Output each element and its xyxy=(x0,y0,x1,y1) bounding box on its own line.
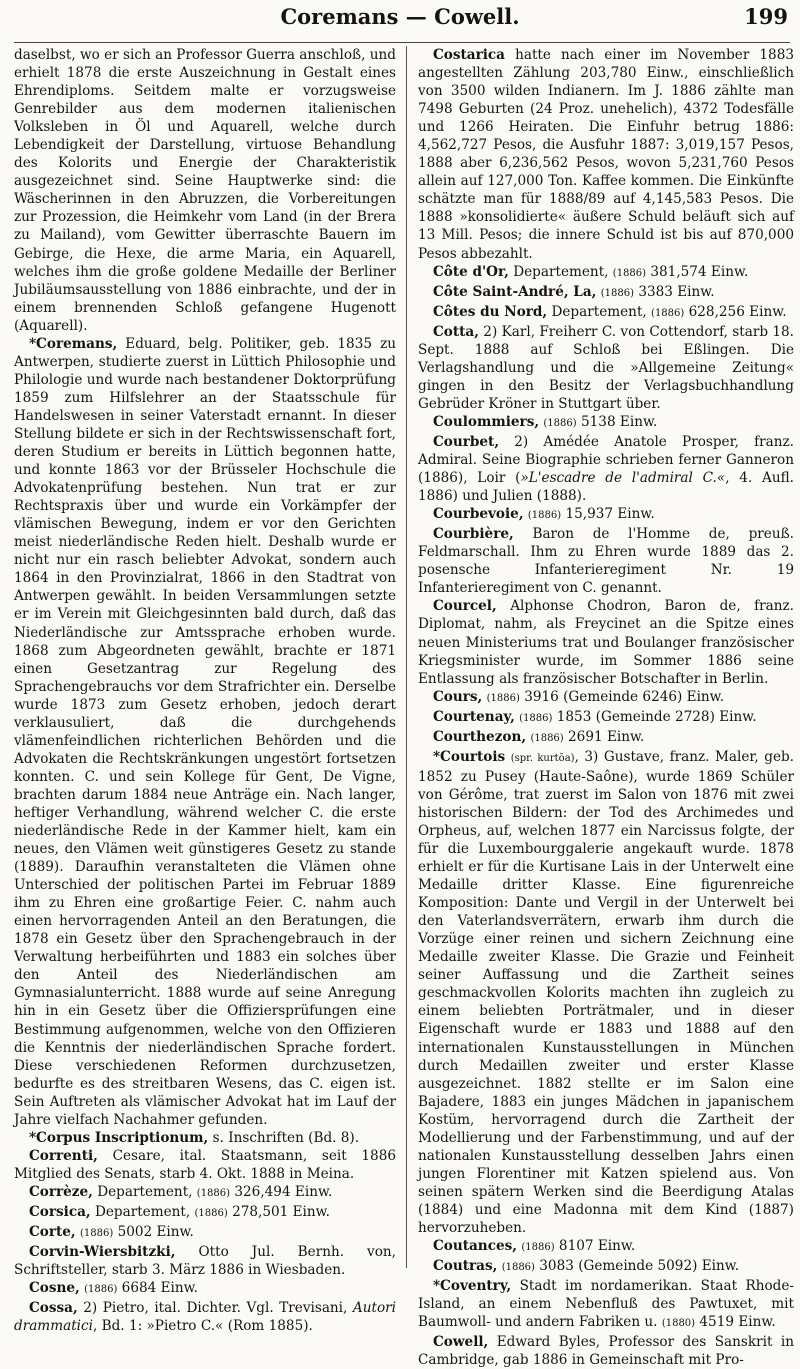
entry-cotes-du-nord: Côtes du Nord, Departement, (1886) 628,256 Einw. xyxy=(432,303,787,320)
entry-cotta: Cotta, 2) Karl, Freiherr C. von Cottendorf, starb 18. Sept. 1888 auf Schloß bei Eßlingen. Die Verlagshandlung und die »Allgemeine Zeitung« gingen in den Besitz der Verlagsbuchhandlung Gebrüder Kröner in Stuttgart über. xyxy=(418,323,794,412)
entry-headword: Courbevoie, xyxy=(432,506,524,523)
entry-corpus-inscriptionum: *Corpus Inscriptionum, s. Inschriften (Bd. 8). xyxy=(28,1129,360,1146)
entry-courtenay: Courtenay, (1886) 1853 (Gemeinde 2728) Einw. xyxy=(432,708,757,725)
entry-coutances: Coutances, (1886) 8107 Einw. xyxy=(432,1238,636,1255)
entry-headword: Côte d'Or, xyxy=(432,263,509,280)
entry-headword: Corte, xyxy=(28,1224,76,1241)
left-column xyxy=(14,46,396,1335)
entry-headword: Côte Saint-André, La, xyxy=(432,283,597,300)
entry-headword: Corsica, xyxy=(28,1204,91,1220)
entry-cours: Cours, (1886) 3916 (Gemeinde 6246) Einw. xyxy=(432,688,725,705)
entry-courcel: Courcel, Alphonse Chodron, Baron de, franz. Diplomat, nahm, als Freycinet an die Spitze eines neuen Ministeriums trat und Boulanger französischer Kriegsminister wurde, im Sommer 1886 seine Entlassung als französischer Botschafter in Berlin. xyxy=(418,598,794,687)
entry-headword: *Courtois xyxy=(432,748,506,765)
entry-headword: Corvin-Wiersbitzki, xyxy=(28,1244,176,1261)
entry-corte: Corte, (1886) 5002 Einw. xyxy=(28,1224,194,1241)
entry-headword: Correnti, xyxy=(28,1147,98,1164)
entry-correze: Corrèze, Departement, (1886) 326,494 Einw. xyxy=(28,1183,333,1200)
entry-costarica: Costarica hatte nach einer im November 1883 angestellten Zählung 203,780 Einw., einschließlich von 3500 wilden Indianern. Im J. 1886 zählte man 7498 Geburten (24 Proz. unehelich), 4372 Todesfälle und 1266 Heiraten. Die Einfuhr betrug 1886: 4,562,727 Pesos, die Ausfuhr 1887: 3,019,157 Pesos, 1888 aber 6,236,562 Pesos, wovon 5,231,760 Pesos allein auf 127,000 Ton. Kaffee kommen. Die Einkünfte schätzte man für 1888/89 auf 4,145,583 Pesos. Die 1888 »konsolidierte« äußere Schuld beläuft sich auf 13 Mill. Pesos; die innere Schuld ist bis auf 870,000 Pesos abbezahlt. xyxy=(418,47,794,262)
entry-coulommiers: Coulommiers, (1886) 5138 Einw. xyxy=(432,413,658,430)
entry-correnti: Correnti, Cesare, ital. Staatsmann, seit 1886 Mitglied des Senats, starb 4. Okt. 1888 in Meina. xyxy=(14,1147,396,1182)
entry-headword: *Coventry, xyxy=(432,1278,512,1295)
entry-headword: Courcel, xyxy=(432,598,497,615)
entry-headword: Cours, xyxy=(432,688,483,705)
entry-headword: Coutras, xyxy=(432,1258,498,1275)
entry-cote-dor: Côte d'Or, Departement, (1886) 381,574 Einw. xyxy=(432,263,749,280)
entry-courbiere: Courbière, Baron de l'Homme de, preuß. Feldmarschall. Ihm zu Ehren wurde 1889 das 2. posensche Infanterieregiment Nr. 19 Infanterieregiment von C. genannt. xyxy=(418,526,794,597)
entry-continuation: daselbst, wo er sich an Professor Guerra anschloß, und erhielt 1878 die erste Auszeichnung in Gestalt eines Ehrendiploms. Seitdem malte er vorzugsweise Genrebilder aus dem modernen italienischen Volksleben in Öl und Aquarell, welche durch Lebendigkeit der Darstellung, virtuose Behandlung des Kolorits und Energie der Charakteristik ausgezeichnet sind. Seine Hauptwerke sind: die Wäscherinnen in den Abruzzen, die Vorbereitungen zur Prozession, die Heimkehr vom Land (in der Brera zu Mailand), vom Gewitter überraschte Bauern im Gebirge, die Hexe, die arme Maria, ein Aquarell, welches ihm die große goldene Medaille der Berliner Jubiläumsausstellung von 1886 einbrachte, und der in einem brennenden Schloß gefangene Hugenott (Aquarell). xyxy=(14,47,396,334)
running-head: Coremans — Cowell. xyxy=(280,4,520,29)
entry-headword: Corrèze, xyxy=(28,1183,93,1200)
entry-headword: Courbière, xyxy=(432,526,514,543)
entry-headword: Cowell, xyxy=(432,1334,489,1351)
entry-courtois: *Courtois (spr. kurtŏa), 3) Gustave, franz. Maler, geb. 1852 zu Pusey (Haute-Saône), wurde 1869 Schüler von Gérôme, trat zuerst im Salon von 1876 mit zwei historischen Bildern: der Tod des Archimedes und Orpheus, auf, welchen 1877 ein Narcissus folgte, der für die Luxembourggalerie angekauft wurde. 1878 erhielt er für die Kurtisane Lais in der Unterwelt eine Medaille dritter Klasse. Eine figurenreiche Komposition: Dante und Vergil in der Unterwelt bei den Vaterlandsverrätern, erwarb ihm durch die Vorzüge einer reinen und sichern Zeichnung eine Medaille zweiter Klasse. Die Grazie und Feinheit seiner Auffassung und die Zartheit seines geschmackvollen Kolorits machten ihn zugleich zu einem beliebten Porträtmaler, und in dieser Eigenschaft wurde er 1883 und 1888 auf den internationalen Kunstausstellungen in München durch Medaillen zweiter und erster Klasse ausgezeichnet. 1882 stellte er im Salon eine Bajadere, 1883 ein junges Mädchen in japanischem Kostüm, hervorragend durch die Zartheit der Modellierung und der Farbenstimmung, und auf der nationalen Kunstausstellung desselben Jahrs einen jungen Florentiner mit Katzen spielend aus. Von seinen spätern Werken sind die Beerdigung Atalas (1884) und eine Madonna mit dem Kind (1887) hervorzuheben. xyxy=(418,748,795,1236)
entry-cowell: Cowell, Edward Byles, Professor des Sanskrit in Cambridge, gab 1886 in Gemeinschaft mit Pro- xyxy=(418,1334,794,1369)
entry-headword: Côtes du Nord, xyxy=(432,303,548,320)
entry-courthezon: Courthezon, (1886) 2691 Einw. xyxy=(432,728,645,745)
entry-headword: *Corpus Inscriptionum, xyxy=(28,1129,209,1146)
entry-headword: Coulommiers, xyxy=(432,413,540,430)
entry-courbevoie: Courbevoie, (1886) 15,937 Einw. xyxy=(432,506,655,523)
header-rule xyxy=(14,42,790,43)
entry-headword: Courbet, xyxy=(432,433,500,450)
entry-coremans: *Coremans, Eduard, belg. Politiker, geb. 1835 zu Antwerpen, studierte zuerst in Lüttich Philosophie und Philologie und wurde nach bestandener Doktorprüfung 1859 zum Hilfslehrer an der Staatsschule für Handelswesen in seiner Vaterstadt ernannt. In dieser Stellung bildete er sich in der Rechtswissenschaft fort, deren Studium er bereits in Lüttich begonnen hatte, und konnte 1863 vor der Brüsseler Hochschule die Advokatenprüfung bestehen. Nun trat er zur Rechtspraxis über und wurde ein Vorkämpfer der vlämischen Bewegung, indem er vor den Gerichten meist niederländische Reden hielt. Deshalb wurde er nicht nur ein rasch beliebter Advokat, sondern auch 1864 in den Provinzialrat, 1866 in den Stadtrat von Antwerpen gewählt. In beiden Versammlungen setzte er im Verein mit Gleichgesinnten bald durch, daß das Niederländische zur Amtssprache erhoben wurde. 1868 zum Abgeordneten gewählt, brachte er 1871 einen Gesetzantrag zur Regelung des Sprachengebrauchs vor dem Strafrichter ein. Derselbe wurde 1873 zum Gesetz erhoben, jedoch derart verklausuliert, daß die durchgehends vlämenfeindlichen richterlichen Behörden und die Advokaten die Rechtskränkungen ungestört fortsetzen konnten. C. und sein Kollege für Gent, De Vigne, brachten darum 1884 neue Anträge ein. Nach langer, heftiger Verhandlung, während welcher C. die erste niederländische Rede in der Kammer hielt, kam ein neues, den Vlämen weit günstigeres Gesetz zu stande (1889). Daraufhin veranstalteten die Vlämen ohne Unterschied der politischen Partei im Februar 1889 ihm zu Ehren eine großartige Feier. C. nahm auch einen hervorragenden Anteil an den Beratungen, die 1878 ein Gesetz über den Sprachengebrauch in der Verwaltung herbeiführten und 1883 ein solches über den Anteil des Niederländischen am Gymnasialunterricht. 1888 wurde auf seine Anregung hin in ein Gesetz über die Offiziersprüfungen eine Bestimmung aufgenommen, welche von den Offizieren die Kenntnis der niederländischen Sprache fordert. Diese verschiedenen Reformen durchzusetzen, bedurfte es des streitbaren Wesens, das C. eigen ist. Sein Auftreten als vlämischer Advokat hat im Lauf der Jahre vielfach Nachahmer gefunden. xyxy=(14,335,396,1128)
entry-corvin-wiersbitzki: Corvin-Wiersbitzki, Otto Jul. Bernh. von, Schriftsteller, starb 3. März 1886 in Wiesbaden. xyxy=(14,1244,396,1279)
entry-headword: Courthezon, xyxy=(432,728,527,745)
entry-courbet: Courbet, 2) Amédée Anatole Prosper, franz. Admiral. Seine Biographie schrieben ferner Ganneron (1886), Loir (»L'escadre de l'admiral C.«, 4. Aufl. 1886) und Julien (1888). xyxy=(418,433,794,505)
entry-corsica: Corsica, Departement, (1886) 278,501 Einw. xyxy=(28,1204,331,1220)
entry-cosne: Cosne, (1886) 6684 Einw. xyxy=(28,1280,198,1297)
entry-headword: Costarica xyxy=(432,47,505,63)
column-divider xyxy=(406,46,407,1268)
entry-headword: *Coremans, xyxy=(28,335,118,352)
entry-headword: Cosne, xyxy=(28,1280,80,1297)
entry-coventry: *Coventry, Stadt im nordamerikan. Staat Rhode-Island, an einem Nebenfluß des Pawtuxet, mit Baumwoll- und andern Fabriken u. (1880) 4519 Einw. xyxy=(418,1278,794,1331)
right-column xyxy=(418,46,795,1369)
entry-headword: Cossa, xyxy=(28,1300,78,1317)
entry-headword: Courtenay, xyxy=(432,708,515,725)
entry-headword: Coutances, xyxy=(432,1238,518,1255)
entry-cote-saint-andre: Côte Saint-André, La, (1886) 3383 Einw. xyxy=(432,283,715,300)
page-number: 199 xyxy=(744,4,788,29)
entry-coutras: Coutras, (1886) 3083 (Gemeinde 5092) Einw. xyxy=(432,1258,740,1275)
entry-headword: Cotta, xyxy=(432,323,479,340)
entry-cossa: Cossa, 2) Pietro, ital. Dichter. Vgl. Trevisani, Autori drammatici, Bd. 1: »Pietro C.« (Rom 1885). xyxy=(14,1300,396,1335)
